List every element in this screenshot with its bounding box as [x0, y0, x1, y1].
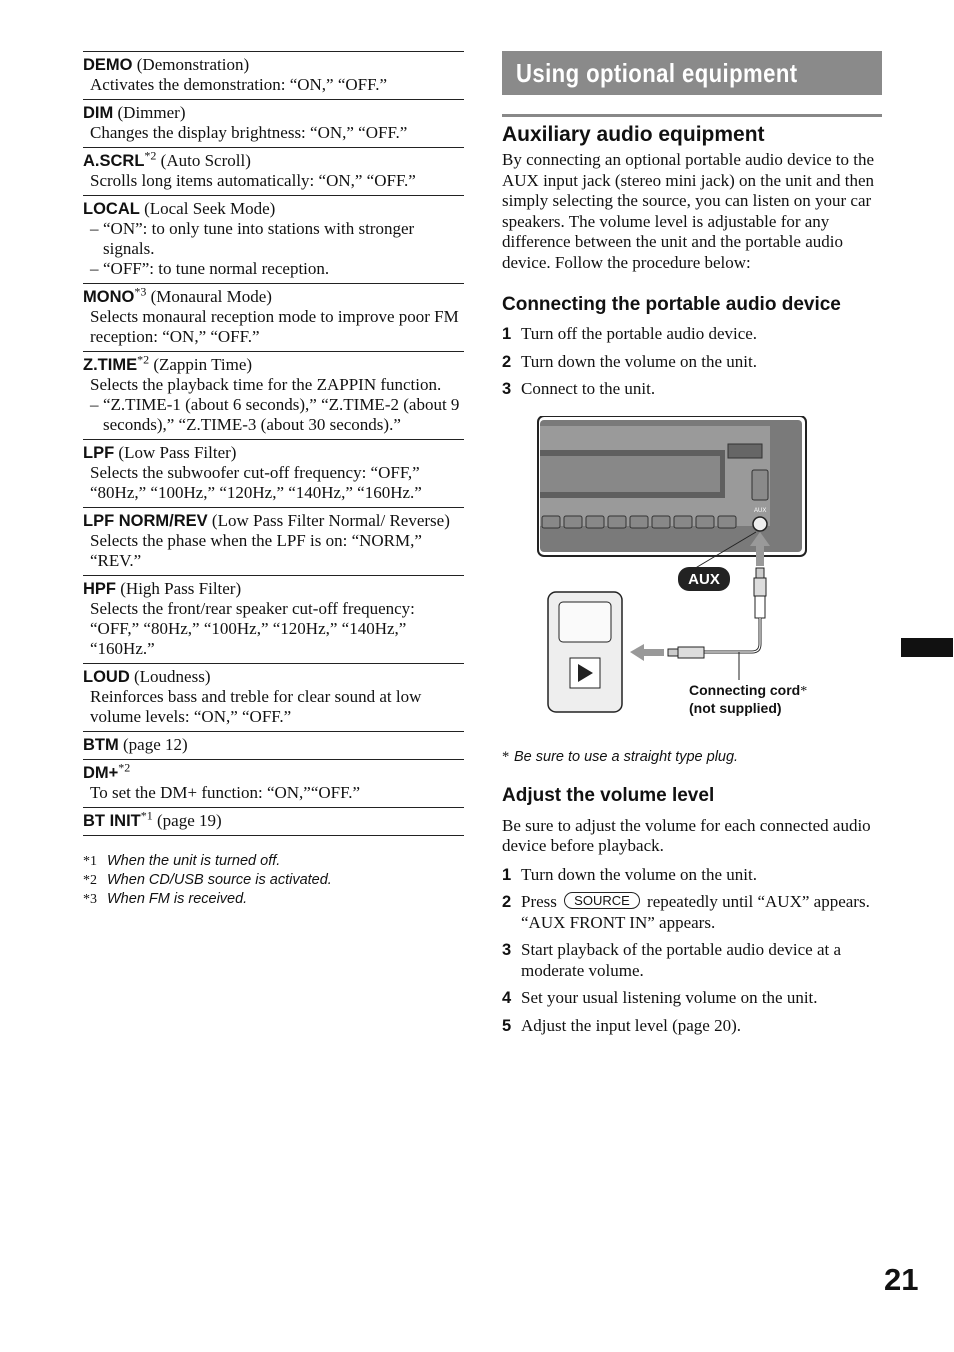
setting-entry — [83, 731, 464, 759]
setting-header — [83, 667, 464, 687]
setting-description: Changes the display brightness: “ON,” “OFF.” — [90, 123, 408, 142]
setting-option-text: “ON”: to only tune into stations with stronger signals. — [103, 219, 415, 258]
connect-step-3: 3 Connect to the unit. — [502, 379, 656, 398]
connect-heading: Connecting the portable audio device — [502, 294, 841, 315]
setting-term: Z.TIME — [83, 356, 138, 374]
page-number: 21 — [884, 1262, 919, 1297]
setting-header — [83, 735, 464, 755]
setting-term: LPF NORM/REV — [83, 512, 208, 530]
footnote-mark: *2 — [83, 873, 97, 888]
adjust-step-1: 1 Turn down the volume on the unit. — [502, 864, 757, 884]
source-button: SOURCE — [564, 892, 640, 909]
adjust-step-3: 3 Start playback of the portable audio device at a moderate volume. — [502, 940, 842, 980]
setting-description: Selects the front/rear speaker cut-off frequency: “OFF,” “80Hz,” “100Hz,” “120Hz,” “140Hz,” “160Hz.” — [90, 599, 415, 658]
setting-description: To set the DM+ function: “ON,”“OFF.” — [90, 783, 361, 802]
setting-description: Selects the phase when the LPF is on: “NORM,” “REV.” — [90, 531, 422, 570]
setting-description: Reinforces bass and treble for clear sound at low volume levels: “ON,” “OFF.” — [90, 687, 422, 726]
connect-step-1: 1 Turn off the portable audio device. — [502, 324, 758, 343]
setting-term: DEMO — [83, 56, 133, 74]
aux-body: By connecting an optional portable audio device to the AUX input jack (stereo mini jack) on the unit and then simply selecting the source, you can listen on your car speakers. The volume level is adjustable for any difference between the unit and the portable audio device. Follow the procedure below: — [502, 150, 875, 272]
setting-header — [83, 579, 464, 599]
right-column — [502, 51, 882, 1043]
setting-entry — [83, 759, 464, 807]
aux-heading: Auxiliary audio equipment — [502, 123, 765, 146]
setting-description: Activates the demonstration: “ON,” “OFF.” — [90, 75, 388, 94]
setting-option — [83, 259, 464, 279]
adjust-step-4: 4 Set your usual listening volume on the unit. — [502, 988, 818, 1007]
setting-term: BT INIT — [83, 812, 141, 830]
section-tab-marker — [901, 638, 953, 657]
connection-diagram — [502, 416, 882, 756]
setting-header — [83, 808, 464, 831]
car-audio-unit — [538, 416, 806, 556]
setting-term: LOCAL — [83, 200, 140, 218]
dash-bullet: – — [90, 395, 99, 414]
setting-subtitle: (Loudness) — [129, 667, 211, 686]
mini-plug-portable — [630, 644, 704, 661]
setting-subtitle: (page 12) — [118, 735, 188, 754]
setting-header — [83, 148, 464, 171]
setting-entry — [83, 439, 464, 507]
setting-entry — [83, 807, 464, 836]
setting-term: LOUD — [83, 668, 130, 686]
setting-subtitle: (Auto Scroll) — [156, 151, 251, 170]
plug-note: * Be sure to use a straight type plug. — [502, 748, 739, 765]
footnote-ref: *1 — [140, 808, 153, 823]
setting-subtitle: (Low Pass Filter) — [114, 443, 237, 462]
connect-steps — [502, 324, 882, 400]
setting-option — [83, 219, 464, 259]
setting-subtitle: (Demonstration) — [132, 55, 250, 74]
aux-jack-label: AUX — [754, 507, 767, 514]
setting-header — [83, 352, 464, 375]
footnotes — [83, 852, 464, 909]
setting-term: LPF — [83, 444, 115, 462]
setting-entry — [83, 283, 464, 351]
setting-description: Selects monaural reception mode to improve poor FM reception: “ON,” “OFF.” — [90, 307, 459, 346]
setting-term: DIM — [83, 104, 114, 122]
setting-description: Scrolls long items automatically: “ON,” “OFF.” — [90, 171, 416, 190]
footnote-mark: *1 — [83, 854, 97, 869]
setting-subtitle: (Low Pass Filter Normal/ Reverse) — [207, 511, 450, 530]
footnote-text: When FM is received. — [107, 891, 248, 907]
settings-list — [83, 51, 464, 909]
footnote — [83, 871, 464, 890]
setting-subtitle: (High Pass Filter) — [116, 579, 242, 598]
setting-header — [83, 443, 464, 463]
setting-entry — [83, 51, 464, 99]
setting-header — [83, 103, 464, 123]
portable-audio-device — [548, 592, 622, 712]
setting-description: Selects the subwoofer cut-off frequency: “OFF,” “80Hz,” “100Hz,” “120Hz,” “140Hz,” “160Hz.” — [90, 463, 422, 502]
setting-entry — [83, 99, 464, 147]
footnote-ref: *2 — [118, 760, 131, 775]
footnote-ref: *3 — [134, 284, 147, 299]
cord-caption: Connecting cord* (not supplied) — [689, 681, 808, 716]
footnote-mark: *3 — [83, 892, 97, 907]
section-banner — [502, 51, 882, 95]
setting-term: A.SCRL — [83, 152, 145, 170]
adjust-steps — [502, 865, 882, 1037]
section-rule — [502, 114, 882, 117]
setting-entry — [83, 507, 464, 575]
setting-subtitle: (Monaural Mode) — [146, 287, 272, 306]
setting-option — [83, 395, 464, 435]
footnote-text: When the unit is turned off. — [107, 853, 281, 869]
adjust-step-2: 2 Press SOURCE repeatedly until “AUX” appears. “AUX FRONT IN” appears. — [502, 892, 870, 932]
setting-header — [83, 511, 464, 531]
dash-bullet: – — [90, 259, 99, 278]
footnote-ref: *2 — [137, 352, 150, 367]
setting-subtitle: (Zappin Time) — [149, 355, 253, 374]
setting-entry — [83, 147, 464, 195]
setting-term: BTM — [83, 736, 119, 754]
setting-header — [83, 199, 464, 219]
setting-header — [83, 55, 464, 75]
adjust-step-5: 5 Adjust the input level (page 20). — [502, 1015, 742, 1035]
adjust-heading: Adjust the volume level — [502, 784, 715, 806]
setting-option-text: “Z.TIME-1 (about 6 seconds),” “Z.TIME-2 (about 9 seconds),” “Z.TIME-3 (about 30 seconds).” — [103, 395, 460, 434]
setting-option-text: “OFF”: to tune normal reception. — [103, 259, 330, 278]
section-title: Using optional equipment — [516, 58, 798, 88]
connect-step-2: 2 Turn down the volume on the unit. — [502, 351, 757, 371]
mini-plug — [754, 568, 766, 618]
setting-term: HPF — [83, 580, 116, 598]
setting-subtitle: (page 19) — [152, 811, 222, 830]
setting-description: Selects the playback time for the ZAPPIN function. — [90, 375, 442, 394]
footnote-ref: *2 — [144, 148, 157, 163]
footnote — [83, 890, 464, 909]
setting-header — [83, 760, 464, 783]
setting-subtitle: (Local Seek Mode) — [139, 199, 276, 218]
setting-subtitle: (Dimmer) — [113, 103, 186, 122]
setting-entry — [83, 575, 464, 663]
footnote-text: When CD/USB source is activated. — [107, 872, 332, 888]
aux-badge-label: AUX — [688, 570, 720, 588]
plug-arrow — [630, 644, 664, 661]
setting-term: MONO — [83, 288, 135, 306]
setting-entry — [83, 351, 464, 439]
setting-entry — [83, 195, 464, 283]
dash-bullet: – — [90, 219, 99, 238]
aux-jack — [753, 517, 767, 531]
setting-term: DM+ — [83, 764, 119, 782]
adjust-body: Be sure to adjust the volume for each connected audio device before playback. — [502, 815, 871, 855]
footnote — [83, 852, 464, 871]
setting-header — [83, 284, 464, 307]
setting-entry — [83, 663, 464, 731]
